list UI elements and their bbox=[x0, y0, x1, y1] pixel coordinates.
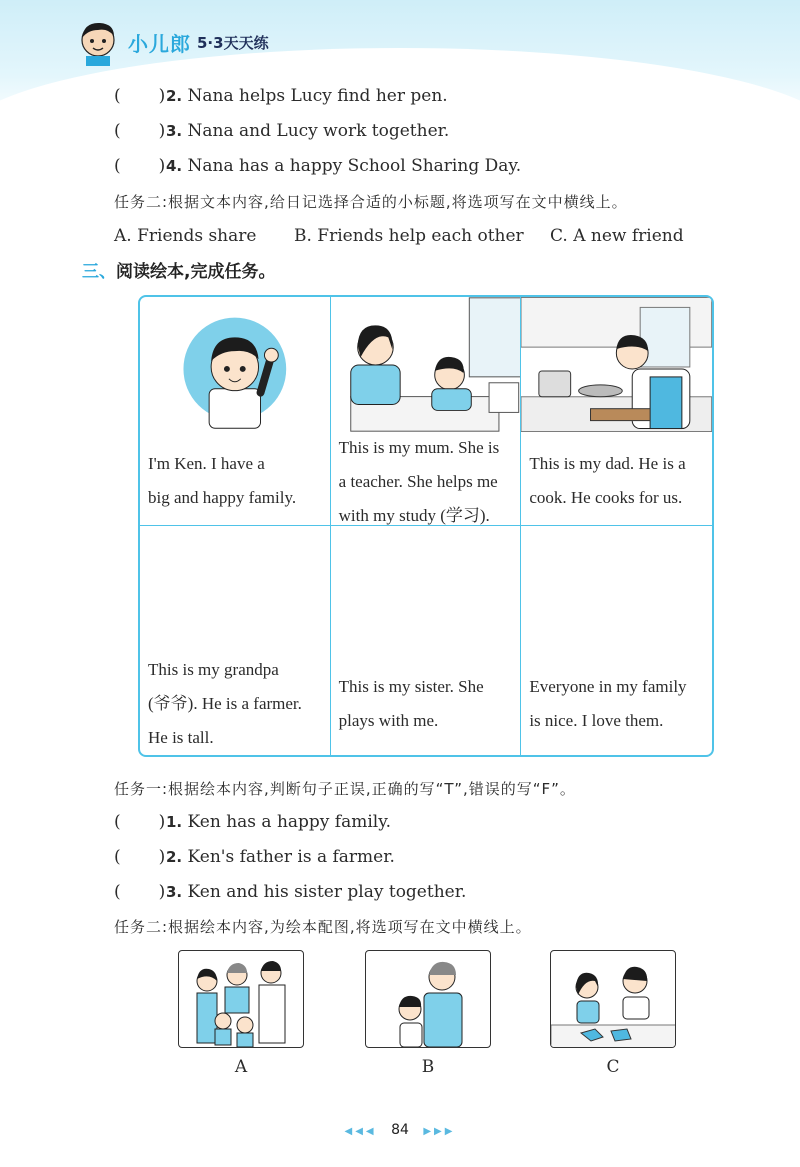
panel-text: This is my dad. He is a cook. He cooks for us. bbox=[529, 454, 686, 507]
panel-grandpa bbox=[140, 526, 331, 755]
judge-item: ( )3. Nana and Lucy work together. bbox=[114, 121, 450, 141]
judge-item: ( )3. Ken and his sister play together. bbox=[114, 882, 467, 902]
judge-item: ( )4. Nana has a happy School Sharing Day. bbox=[114, 156, 522, 176]
task2-instruction: 任务二:根据文本内容,给日记选择合适的小标题,将选项写在文中横线上。 bbox=[114, 193, 628, 211]
right-arrows-icon: ▶▶▶ bbox=[423, 1126, 456, 1137]
section-heading: 三、阅读绘本,完成任务。 bbox=[82, 262, 276, 282]
answer-paren[interactable]: ( ) bbox=[114, 812, 166, 832]
panel-text: This is my sister. She plays with me. bbox=[338, 677, 484, 730]
dad-cooking-illustration bbox=[521, 297, 712, 432]
option-label-b: B bbox=[421, 1057, 435, 1077]
siblings-playing-illustration bbox=[551, 951, 676, 1048]
answer-paren[interactable]: ( ) bbox=[114, 86, 166, 106]
answer-paren[interactable]: ( ) bbox=[114, 121, 166, 141]
page-number: 84 bbox=[391, 1122, 409, 1138]
task2-instruction-2: 任务二:根据绘本内容,为绘本配图,将选项写在文中横线上。 bbox=[114, 918, 532, 936]
picture-option-a[interactable] bbox=[178, 950, 304, 1048]
series-name: 5·3天天练 bbox=[197, 33, 269, 52]
panel-text: This is my mum. She is a teacher. She helps me with my study (学习). bbox=[338, 438, 500, 525]
answer-paren[interactable]: ( ) bbox=[114, 847, 166, 867]
option-label-a: A bbox=[234, 1057, 248, 1077]
panel-text: This is my grandpa (爷爷). He is a farmer. He is tall. bbox=[148, 660, 302, 747]
ken-waving-illustration bbox=[140, 297, 330, 432]
option-label-c: C bbox=[606, 1057, 620, 1077]
judge-item: ( )2. Ken's father is a farmer. bbox=[114, 847, 395, 867]
option-a: A. Friends share bbox=[114, 226, 257, 246]
picture-book-grid bbox=[138, 295, 714, 757]
answer-paren[interactable]: ( ) bbox=[114, 882, 166, 902]
panel-dad bbox=[521, 297, 712, 526]
panel-ken bbox=[140, 297, 331, 526]
family-group-illustration bbox=[179, 951, 304, 1048]
option-b: B. Friends help each other bbox=[294, 226, 524, 246]
task1-instruction: 任务一:根据绘本内容,判断句子正误,正确的写“T”,错误的写“F”。 bbox=[114, 780, 576, 798]
picture-option-b[interactable] bbox=[365, 950, 491, 1048]
boy-mascot-icon bbox=[74, 18, 122, 66]
panel-sister bbox=[331, 526, 522, 755]
left-arrows-icon: ◀◀◀ bbox=[344, 1126, 377, 1137]
brand-name: 小儿郎 bbox=[128, 31, 191, 56]
picture-option-c[interactable] bbox=[550, 950, 676, 1048]
answer-paren[interactable]: ( ) bbox=[114, 156, 166, 176]
panel-text: Everyone in my family is nice. I love them. bbox=[529, 677, 687, 730]
mum-helping-study-illustration bbox=[331, 297, 521, 432]
panel-everyone bbox=[521, 526, 712, 755]
judge-item: ( )1. Ken has a happy family. bbox=[114, 812, 391, 832]
grandpa-and-ken-illustration bbox=[366, 951, 491, 1048]
option-c: C. A new friend bbox=[550, 226, 684, 246]
brand-logo bbox=[74, 18, 269, 66]
panel-text: I'm Ken. I have a big and happy family. bbox=[148, 454, 297, 507]
panel-mum bbox=[331, 297, 522, 526]
page-footer bbox=[0, 1122, 800, 1138]
judge-item: ( )2. Nana helps Lucy find her pen. bbox=[114, 86, 448, 106]
